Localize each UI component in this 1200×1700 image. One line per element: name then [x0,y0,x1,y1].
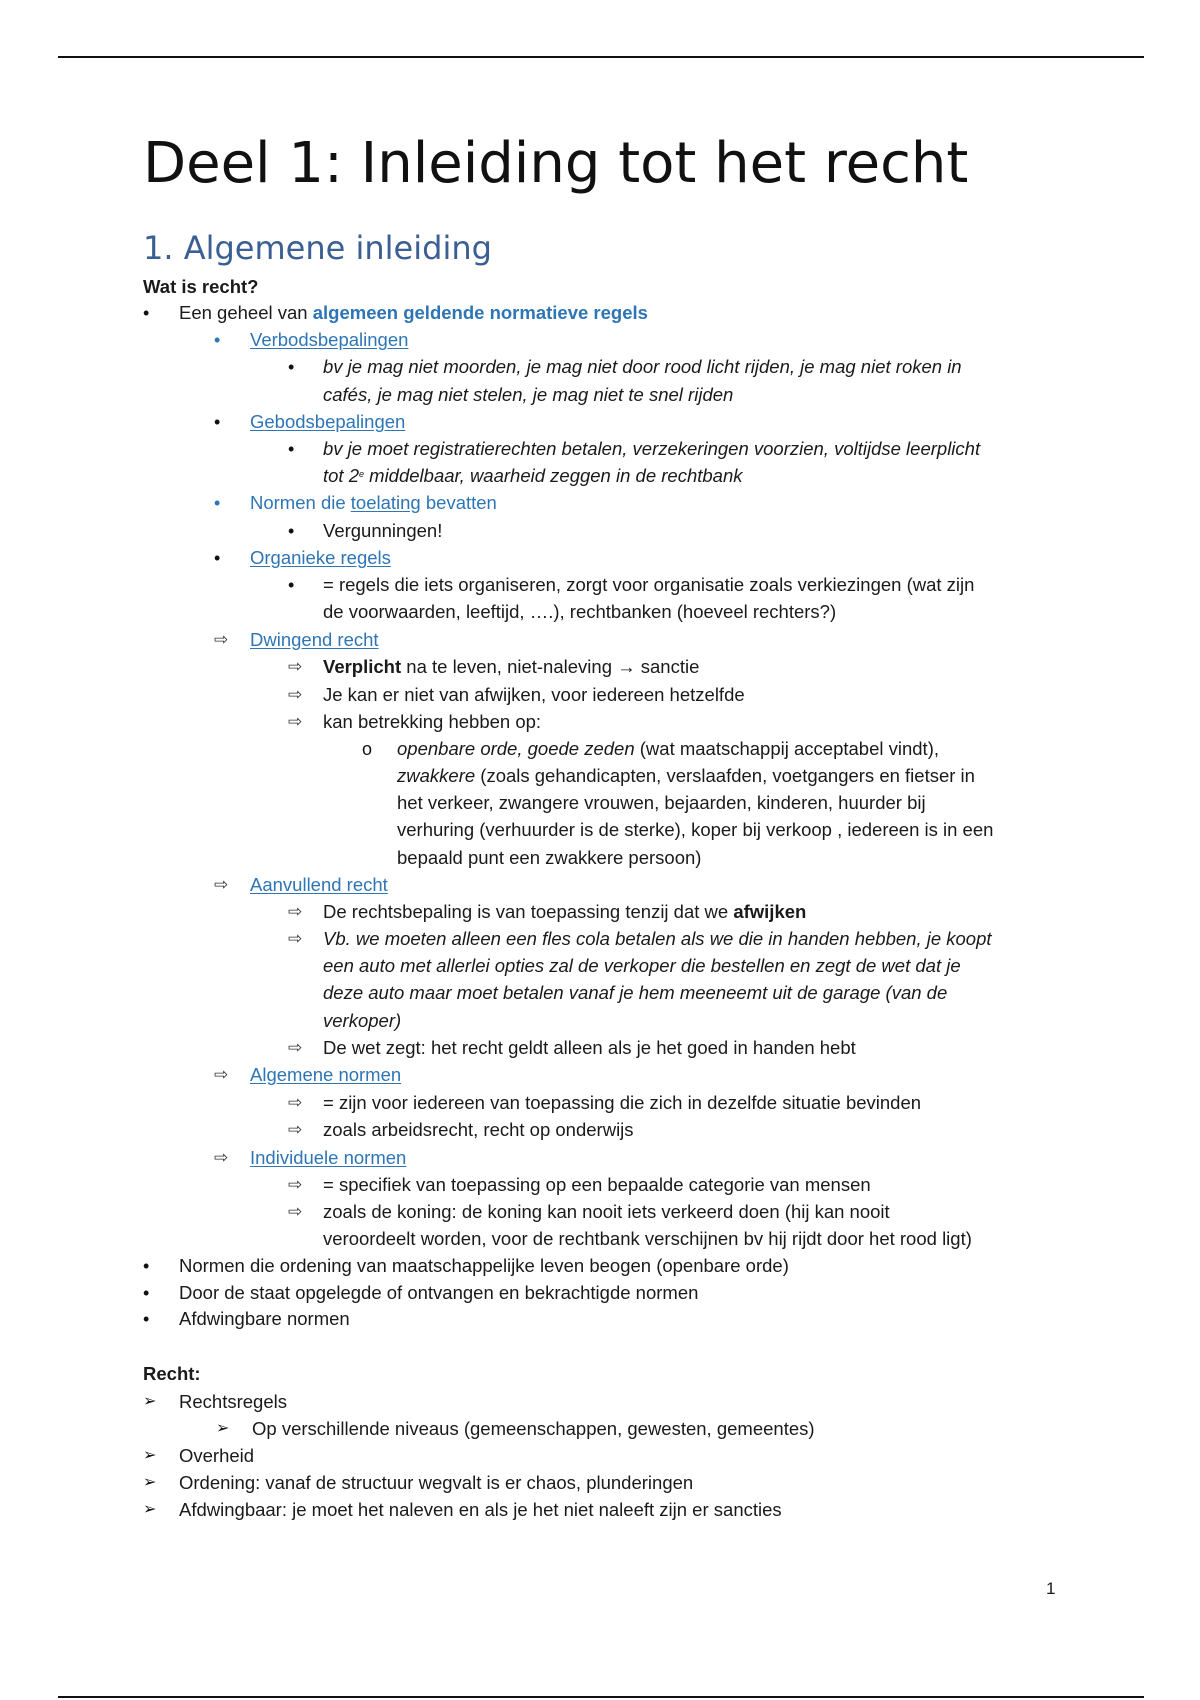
dwingend-sub-line: openbare orde, goede zeden (wat maatschappij acceptabel vindt), [397,738,939,759]
bullet-dot-icon: • [214,548,221,568]
arrow-bullet-icon: ⇨ [288,1175,303,1194]
link-aanvullend-recht[interactable]: Aanvullend recht [250,874,388,895]
arrow-bullet-icon: ⇨ [288,1038,303,1057]
dwingend-sub-line: het verkeer, zwangere vrouwen, bejaarden, kinderen, huurder bij [397,792,926,813]
triangle-arrow-icon: ➢ [143,1393,157,1410]
organiek-line: = regels die iets organiseren, zorgt voor organisatie zoals verkiezingen (wat zijn [323,574,975,595]
arrow-bullet-icon: ⇨ [288,712,303,731]
recht-item: Afdwingbaar: je moet het naleven en als je het niet naleeft zijn er sancties [179,1499,782,1520]
arrow-bullet-icon: ⇨ [288,657,303,676]
question-title: Wat is recht? [143,276,259,297]
header-rule [58,56,1144,58]
triangle-arrow-icon: ➢ [143,1474,157,1491]
bullet-dot-icon: • [288,575,295,595]
footer-rule [58,1696,1144,1698]
individuele-line: = specifiek van toepassing op een bepaalde categorie van mensen [323,1174,871,1195]
aanvullend-line: De wet zegt: het recht geldt alleen als je het goed in handen hebt [323,1037,856,1058]
definition-line: Een geheel van algemeen geldende normatieve regels [179,302,648,323]
bullet-dot-icon: • [143,1309,150,1329]
algemene-line: zoals arbeidsrecht, recht op onderwijs [323,1119,634,1140]
page-number: 1 [1046,1579,1056,1598]
triangle-arrow-icon: ➢ [143,1501,157,1518]
verbod-example-line: cafés, je mag niet stelen, je mag niet te snel rijden [323,384,734,405]
link-gebodsbepalingen[interactable]: Gebodsbepalingen [250,411,406,432]
bullet-line: Normen die ordening van maatschappelijke leven beogen (openbare orde) [179,1255,789,1276]
bullet-dot-icon: • [143,1256,150,1276]
recht-item: Rechtsregels [179,1391,287,1412]
bullet-dot-icon: • [143,303,150,323]
aanvullend-example-line: verkoper) [323,1010,402,1031]
aanvullend-line: De rechtsbepaling is van toepassing tenzij dat we afwijken [323,901,807,922]
link-individuele-normen[interactable]: Individuele normen [250,1147,407,1168]
dwingend-line: Je kan er niet van afwijken, voor iedereen hetzelfde [323,684,745,705]
bullet-dot-icon: • [288,521,295,541]
organiek-line: de voorwaarden, leeftijd, ….), rechtbanken (hoeveel rechters?) [323,601,837,622]
link-dwingend-recht[interactable]: Dwingend recht [250,629,379,650]
dwingend-line: Verplicht na te leven, niet-naleving → sanctie [323,656,700,677]
arrow-bullet-icon: ⇨ [214,1148,229,1167]
recht-item: Ordening: vanaf de structuur wegvalt is er chaos, plunderingen [179,1472,694,1493]
bullet-dot-icon: • [143,1283,150,1303]
bullet-dot-icon: • [288,439,295,459]
arrow-bullet-icon: ⇨ [288,902,303,921]
arrow-bullet-icon: ⇨ [288,929,303,948]
arrow-bullet-icon: ⇨ [288,1120,303,1139]
recht-item: Overheid [179,1445,255,1466]
dwingend-line: kan betrekking hebben op: [323,711,542,732]
verbod-example-line: bv je mag niet moorden, je mag niet door rood licht rijden, je mag niet roken in [323,356,962,377]
dwingend-sub-line: zwakkere (zoals gehandicapten, verslaafden, voetgangers en fietser in [397,765,975,786]
arrow-bullet-icon: ⇨ [288,1093,303,1112]
aanvullend-example-line: deze auto maar moet betalen vanaf je hem meeneemt uit de garage (van de [323,982,948,1003]
link-algemene-normen[interactable]: Algemene normen [250,1064,402,1085]
toelating-example: Vergunningen! [323,520,443,541]
triangle-arrow-icon: ➢ [143,1447,157,1464]
recht-subitem: Op verschillende niveaus (gemeenschappen, gewesten, gemeentes) [252,1418,815,1439]
definition-highlight: algemeen geldende normatieve regels [312,302,648,323]
recht-title: Recht: [143,1363,201,1384]
individuele-line: zoals de koning: de koning kan nooit iets verkeerd doen (hij kan nooit [323,1201,890,1222]
arrow-bullet-icon: ⇨ [288,1202,303,1221]
bullet-dot-icon: • [214,412,221,432]
bullet-line: Afdwingbare normen [179,1308,350,1329]
bullet-line: Door de staat opgelegde of ontvangen en bekrachtigde normen [179,1282,699,1303]
dwingend-sub-line: verhuring (verhuurder is de sterke), koper bij verkoop , iedereen is in een [397,819,994,840]
link-organieke-regels[interactable]: Organieke regels [250,547,391,568]
algemene-line: = zijn voor iedereen van toepassing die zich in dezelfde situatie bevinden [323,1092,922,1113]
aanvullend-example-line: Vb. we moeten alleen een fles cola betalen als we die in handen hebben, je koopt [323,928,992,949]
arrow-bullet-icon: ⇨ [214,630,229,649]
link-verbodsbepalingen[interactable]: Verbodsbepalingen [250,329,409,350]
toelating-line: Normen die toelating bevatten [250,492,497,513]
link-toelating[interactable]: toelating [350,492,421,513]
aanvullend-example-line: een auto met allerlei opties zal de verkoper die bestellen en zegt de wet dat je [323,955,961,976]
bullet-dot-icon: • [288,357,295,377]
bullet-dot-icon: • [214,330,221,350]
gebod-example-line: bv je moet registratierechten betalen, verzekeringen voorzien, voltijdse leerplicht [323,438,981,459]
arrow-bullet-icon: ⇨ [214,875,229,894]
bullet-dot-icon: • [214,493,221,513]
circle-bullet-icon: o [362,739,373,759]
document-title: Deel 1: Inleiding tot het recht [143,131,969,196]
section-heading: 1. Algemene inleiding [143,229,492,267]
dwingend-sub-line: bepaald punt een zwakkere persoon) [397,847,702,868]
individuele-line: veroordeelt worden, voor de rechtbank verschijnen bv hij rijdt door het rood ligt) [323,1228,972,1249]
arrow-bullet-icon: ⇨ [288,685,303,704]
triangle-arrow-icon: ➢ [216,1420,230,1437]
gebod-example-line: tot 2e middelbaar, waarheid zeggen in de rechtbank [323,465,743,486]
arrow-bullet-icon: ⇨ [214,1065,229,1084]
